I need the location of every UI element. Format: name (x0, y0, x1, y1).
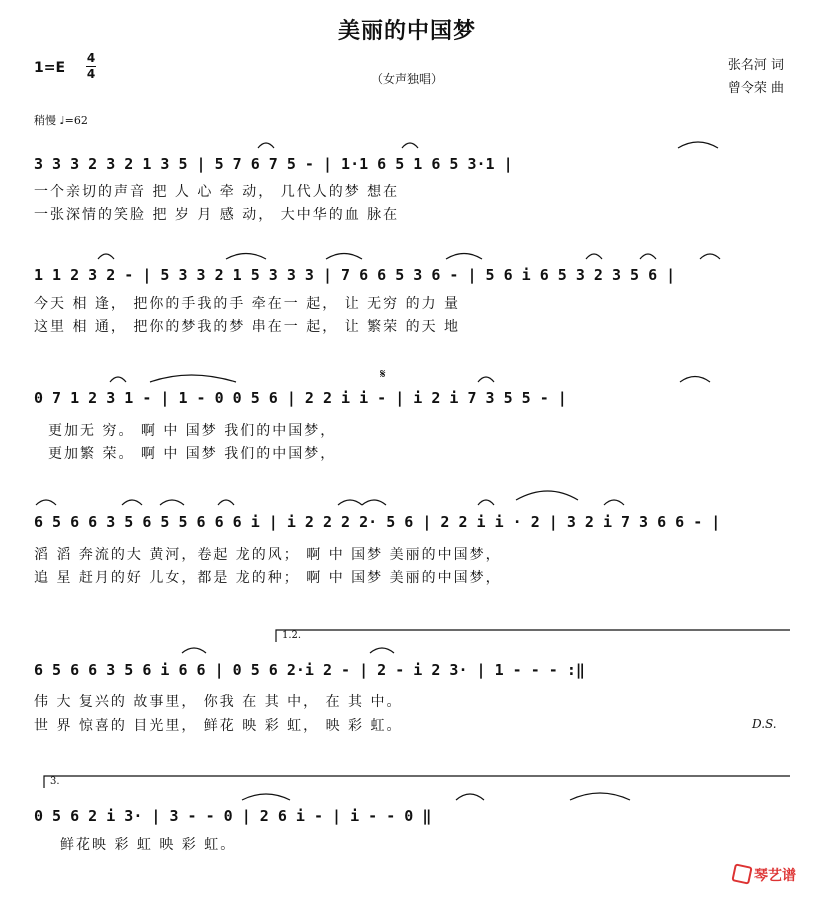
lyric-line-3b: 更加繁 荣。 啊 中 国梦 我们的中国梦， (48, 446, 337, 462)
slur-mark (218, 500, 234, 505)
lyric-line-4a: 滔 滔 奔流的大 黄河，卷起 龙的风； 啊 中 国梦 美丽的中国梦， (34, 547, 502, 563)
slur-mark (150, 375, 236, 382)
meter-top: 4 (86, 51, 96, 65)
slur-mark (570, 793, 630, 800)
slur-mark (680, 377, 710, 383)
meter-bottom: 4 (86, 67, 96, 81)
slur-mark (160, 500, 184, 505)
lyric-line-5b: 世 界 惊喜的 目光里， 鲜花 映 彩 虹， 映 彩 虹。 (34, 718, 403, 734)
volta-bracket-1-2 (276, 630, 790, 642)
slur-mark (338, 500, 362, 505)
slur-mark (258, 143, 274, 148)
notation-line-5: 6 5 6 6 3 5 6 i 6 6 | 0 5 6 2·i 2 - | 2 - i 2 3· | 1 - - - :‖ (34, 661, 585, 679)
slur-mark (478, 377, 494, 382)
watermark (733, 865, 796, 885)
volta-1-2: 1.2. (282, 630, 302, 641)
slur-mark (402, 143, 418, 148)
slur-mark (478, 500, 494, 505)
notation-line-6: 0 5 6 2 i 3· | 3 - - 0 | 2 6 i - | i - - 0 ‖ (34, 807, 432, 825)
slur-mark (604, 500, 624, 505)
slur-mark (456, 794, 484, 800)
segno-sign: 𝄋 (380, 367, 386, 382)
slur-mark (362, 500, 386, 505)
slur-mark (226, 254, 266, 260)
notation-line-1: 3 3 3 2 3 2 1 3 5 | 5 7 6 7 5 - | 1·1 6 5 1 6 5 3·1 | (34, 155, 513, 173)
lyric-line-2a: 今天 相 逢， 把你的手我的手 牵在一 起， 让 无穷 的力 量 (34, 296, 461, 312)
tempo-marking: 稍慢 ♩=62 (34, 114, 88, 127)
slur-mark (678, 142, 718, 148)
slur-mark (242, 794, 290, 800)
notation-line-2: 1 1 2 3 2 - | 5 3 3 2 1 5 3 3 3 | 7 6 6 5 3 6 - | 5 6 i 6 5 3 2 3 5 6 | (34, 266, 676, 284)
notation-line-4: 6 5 6 6 3 5 6 5 5 6 6 6 i | i 2 2 2 2· 5 6 | 2 2 i i · 2 | 3 2 i 7 3 6 6 - | (34, 513, 721, 531)
lyric-line-1b: 一张深情的笑脸 把 岁 月 感 动， 大中华的血 脉在 (34, 207, 400, 223)
key-signature: 1=E (34, 60, 66, 76)
lyric-line-5a: 伟 大 复兴的 故事里， 你我 在 其 中， 在 其 中。 (34, 694, 403, 710)
slur-mark (36, 500, 56, 505)
volta-bracket-3 (44, 776, 790, 788)
lyric-line-1a: 一个亲切的声音 把 人 心 牵 动， 几代人的梦 想在 (34, 184, 400, 200)
slur-mark (370, 648, 394, 653)
slur-mark (122, 500, 142, 505)
slur-mark (640, 254, 656, 259)
volta-3: 3. (50, 776, 60, 787)
dal-segno: D.S. (752, 717, 777, 731)
notation-line-3: 0 7 1 2 3 1 - | 1 - 0 0 5 6 | 2 2 i i - | i 2 i 7 3 5 5 - | (34, 389, 567, 407)
lyric-line-4b: 追 星 赶月的好 儿女，都是 龙的种； 啊 中 国梦 美丽的中国梦， (34, 570, 502, 586)
slur-mark (586, 254, 602, 259)
voice-type: （女声独唱） (370, 72, 443, 86)
slur-mark (326, 254, 362, 260)
page-title: 美丽的中国梦 (337, 19, 476, 44)
piano-logo-icon (731, 863, 752, 884)
slur-mark (516, 491, 578, 500)
lyric-line-3a: 更加无 穷。 啊 中 国梦 我们的中国梦， (48, 423, 337, 439)
slur-mark (700, 254, 720, 259)
slur-mark (98, 254, 114, 259)
composer-credit: 曾令荣 曲 (727, 81, 784, 96)
slur-mark (110, 377, 126, 382)
watermark-text: 琴艺谱 (754, 868, 796, 884)
lyricist-credit: 张名河 词 (727, 58, 784, 73)
lyric-line-2b: 这里 相 通， 把你的梦我的梦 串在一 起， 让 繁荣 的天 地 (34, 319, 461, 335)
slur-mark (446, 254, 482, 260)
lyric-line-6: 鲜花映 彩 虹 映 彩 虹。 (60, 837, 237, 853)
slur-mark (182, 648, 206, 653)
